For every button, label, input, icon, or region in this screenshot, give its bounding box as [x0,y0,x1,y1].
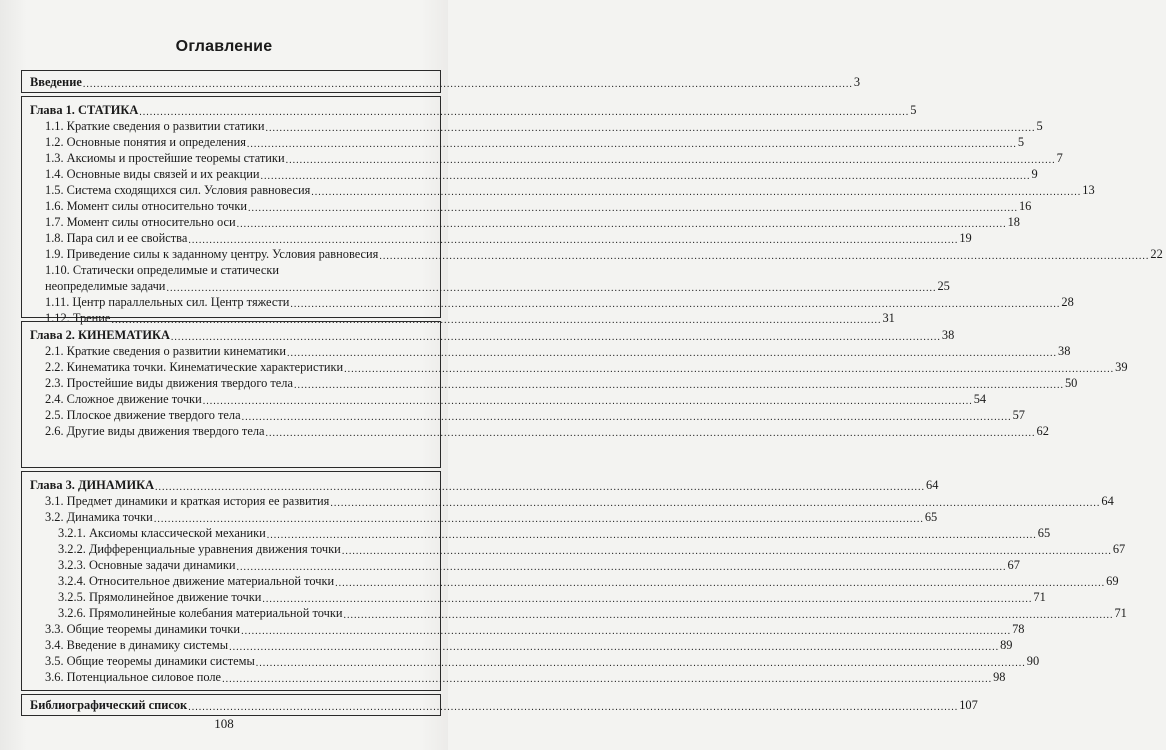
leader-dots [229,639,999,652]
toc-entry [30,670,1006,684]
leader-dots [311,184,1081,197]
toc-entry-page: 19 [959,231,972,245]
toc-chapter-heading [30,328,955,342]
toc-entry [30,215,1020,229]
leader-dots [242,409,1012,422]
toc-entry-page: 3 [853,75,861,89]
leader-dots [154,511,924,524]
toc-entry-page: 54 [973,392,987,406]
toc-entry-label: 3.4. Введение в динамику системы [45,638,229,652]
toc-entry-label: 3.2.5. Прямолинейное движение точки [58,590,262,604]
leader-dots [290,296,1060,309]
toc-entry-page: 18 [1007,215,1020,229]
toc-entry-page: 62 [1036,424,1049,438]
toc-chapter-heading [30,103,917,117]
toc-entry [30,638,1013,652]
toc-entry-label: 2.6. Другие виды движения твердого тела [45,424,265,438]
toc-entry-label: 3.2.3. Основные задачи динамики [58,558,236,572]
toc-entry-page: 25 [937,279,950,293]
toc-entry-label: 2.1. Краткие сведения о развитии кинематики [45,344,287,358]
toc-entry-page: 71 [1114,606,1127,620]
toc-entry-page: 89 [1000,638,1013,652]
toc-entry [30,183,1095,197]
toc-entry-label-cont: неопределимые задачи [45,279,166,293]
toc-entry [30,654,1040,668]
leader-dots [267,527,1037,540]
toc-entry-label: 1.4. Основные виды связей и их реакции [45,167,260,181]
toc-entry-page: 57 [1012,408,1025,422]
toc-entry-label: 1.11. Центр параллельных сил. Центр тяжести [45,295,290,309]
toc-entry-page: 5 [1036,119,1043,133]
toc-entry-label: 1.3. Аксиомы и простейшие теоремы статики [45,151,285,165]
toc-entry-page: 38 [1058,344,1071,358]
toc-entry-page: 67 [1112,542,1126,556]
leader-dots [266,425,1036,438]
toc-entry-label: 1.10. Статически определимые и статически [45,263,280,277]
leader-dots [294,377,1064,390]
toc-entry-page: 65 [1037,526,1051,540]
toc-entry-label: 1.2. Основные понятия и определения [45,135,246,149]
chapter-2-box [21,321,1128,468]
toc-entry-page: 50 [1064,376,1078,390]
toc-entry-label: 3.1. Предмет динамики и краткая история ее развития [45,494,330,508]
leader-dots [155,479,925,492]
leader-dots [203,393,973,406]
toc-chapter-heading [30,478,939,492]
chapter-title: Глава 2. КИНЕМАТИКА [30,328,170,342]
toc-entry-page: 13 [1082,183,1095,197]
toc-entry [30,698,978,712]
leader-dots [247,136,1017,149]
leader-dots [248,200,1018,213]
toc-entry [30,494,1114,508]
toc-subentry [30,606,1127,620]
toc-subentry [30,590,1046,604]
toc-entry [30,247,1163,261]
toc-entry [30,344,1071,358]
toc-entry-page: 69 [1106,574,1119,588]
toc-entry-label: 3.2.1. Аксиомы классической механики [58,526,266,540]
leader-dots [256,655,1026,668]
toc-entry [30,75,861,89]
page-title: Оглавление [175,38,273,55]
toc-entry-label: 3.2.6. Прямолинейные колебания материальной точки [58,606,343,620]
toc-entry-label: 2.5. Плоское движение твердого тела [45,408,241,422]
toc-entry-label: 3.3. Общие теоремы динамики точки [45,622,241,636]
toc-entry [30,231,972,245]
toc-entry-page: 9 [1031,167,1038,181]
page-number: 108 [214,716,234,731]
toc-entry-label: 1.8. Пара сил и ее свойства [45,231,188,245]
toc-entry-label: 1.12. Трение [45,311,111,325]
toc-entry [30,408,1025,422]
toc-entry [30,510,938,524]
leader-dots [237,216,1007,229]
leader-dots [330,495,1100,508]
toc-entry-page: 90 [1026,654,1040,668]
toc-entry [30,295,1074,309]
toc-entry [30,199,1032,213]
leader-dots [343,607,1113,620]
toc-entry [30,622,1025,636]
leader-dots [379,248,1149,261]
bibliography-box [21,694,978,716]
toc-entry-label: 2.4. Сложное движение точки [45,392,202,406]
toc-entry [30,151,1063,165]
toc-subentry [30,574,1119,588]
toc-entry [30,360,1128,374]
toc-entry-label: 1.5. Система сходящихся сил. Условия равновесия [45,183,311,197]
leader-dots [335,575,1105,588]
leader-dots [344,361,1114,374]
toc-entry-page: 67 [1007,558,1020,572]
toc-entry-page: 38 [941,328,955,342]
toc-entry-label: 2.3. Простейшие виды движения твердого тела [45,376,293,390]
toc-entry-page: 5 [1017,135,1025,149]
toc-entry-page: 39 [1115,360,1128,374]
toc-entry-page: 64 [926,478,939,492]
toc-entry [30,376,1078,390]
toc-entry-page: 16 [1018,199,1032,213]
chapter-title: Глава 3. ДИНАМИКА [30,478,155,492]
leader-dots [287,345,1057,358]
leader-dots [241,623,1011,636]
chapter-title: Глава 1. СТАТИКА [30,103,139,117]
toc-entry [30,119,1043,133]
toc-entry-label: 2.2. Кинематика точки. Кинематические характеристики [45,360,344,374]
toc-subentry [30,542,1126,556]
toc-entry-page: 64 [1101,494,1114,508]
leader-dots [342,543,1112,556]
toc-entry-page: 5 [910,103,917,117]
toc-entry-page: 78 [1012,622,1025,636]
toc-entry [30,392,987,406]
toc-entry-page: 98 [993,670,1006,684]
leader-dots [171,329,941,342]
toc-entry-page: 107 [959,698,978,712]
toc-entry [30,279,950,293]
toc-entry-label: 3.2.2. Дифференциальные уравнения движения точки [58,542,341,556]
toc-entry [30,135,1025,149]
chapter-1-box [21,96,1163,325]
toc-entry-label: 3.6. Потенциальное силовое поле [45,670,222,684]
leader-dots [262,591,1032,604]
leader-dots [237,559,1007,572]
leader-dots [83,76,853,89]
toc-entry-label: 1.1. Краткие сведения о развитии статики [45,119,265,133]
toc-entry-label: 3.2. Динамика точки [45,510,153,524]
toc-entry-page: 65 [924,510,938,524]
toc-entry-label: Библиографический список [30,698,188,712]
leader-dots [188,232,958,245]
leader-dots [286,152,1056,165]
toc-entry [30,167,1038,181]
leader-dots [139,104,909,117]
leader-dots [166,280,936,293]
leader-dots [222,671,992,684]
toc-subentry [30,558,1020,572]
toc-entry-label: 3.5. Общие теоремы динамики системы [45,654,255,668]
toc-entry-page: 7 [1056,151,1063,165]
toc-entry-page: 71 [1033,590,1046,604]
toc-subentry [30,526,1051,540]
toc-entry-label: Введение [30,75,82,89]
toc-entry-label: 1.6. Момент силы относительно точки [45,199,247,213]
toc-entry-label: 3.2.4. Относительное движение материальной точки [58,574,335,588]
chapter-3-box [21,471,1127,691]
leader-dots [188,699,958,712]
toc-entry-page: 22 [1150,247,1163,261]
leader-dots [266,120,1036,133]
toc-entry-page: 31 [882,311,895,325]
toc-entry [30,424,1049,438]
toc-entry-line1 [30,263,440,277]
toc-entry-label: 1.9. Приведение силы к заданному центру. Условия равновесия [45,247,379,261]
toc-entry-label: 1.7. Момент силы относительно оси [45,215,236,229]
leader-dots [261,168,1031,181]
toc-entry-page: 28 [1061,295,1074,309]
intro-box [21,70,861,93]
